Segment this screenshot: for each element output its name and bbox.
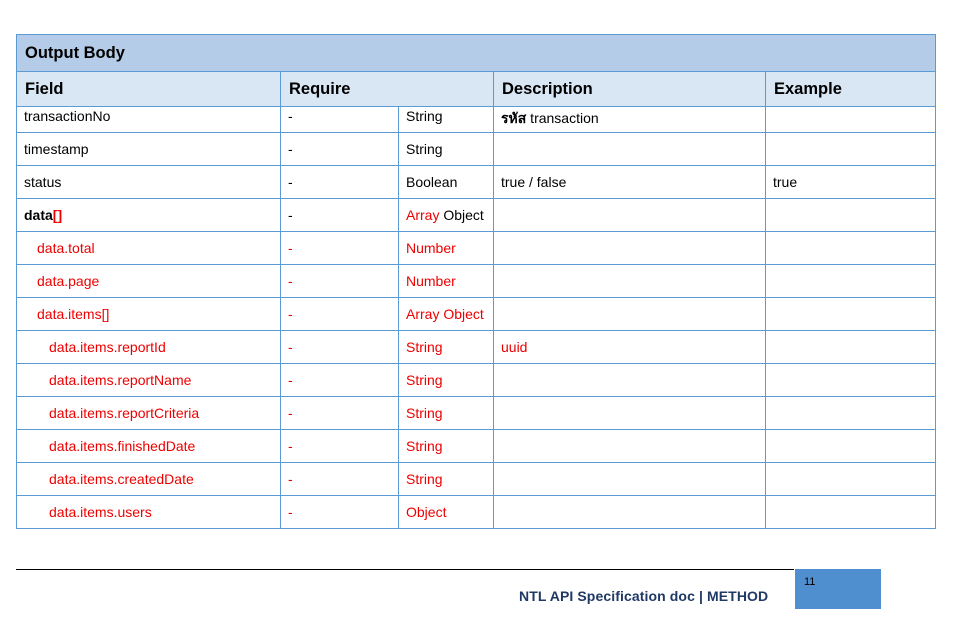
table-title-row [17,35,936,72]
require-cell: - [281,166,399,199]
example-cell [766,232,936,265]
footer-doc-title: NTL API Specification doc | METHOD [519,588,769,604]
type-cell: String [399,463,494,496]
field-cell: data.items.finishedDate [17,430,281,463]
type-cell: Object [399,496,494,529]
field-cell: data.total [17,232,281,265]
table-row [17,397,936,430]
type-cell: Number [399,265,494,298]
table-row [17,166,936,199]
description-cell [494,430,766,463]
description-cell [494,397,766,430]
table-title: Output Body [17,35,936,72]
require-cell: - [281,199,399,232]
table-row [17,107,936,133]
require-cell: - [281,496,399,529]
example-cell [766,364,936,397]
example-cell [766,463,936,496]
header-require: Require [281,72,494,107]
require-cell: - [281,298,399,331]
description-cell: uuid [494,331,766,364]
field-main: data [24,207,53,223]
type-cell [399,199,494,232]
table-header-row [17,72,936,107]
header-example: Example [766,72,936,107]
require-cell: - [281,430,399,463]
page-number: 11 [804,576,816,588]
header-field: Field [17,72,281,107]
type-cell: String [399,331,494,364]
description-cell [494,265,766,298]
description-text: transaction [526,110,599,126]
type-cell: String [399,133,494,166]
type-cell: String [399,364,494,397]
type-prefix: Array [406,207,440,223]
example-cell [766,298,936,331]
field-cell: data.items.createdDate [17,463,281,496]
description-cell [494,199,766,232]
type-cell: String [399,107,494,133]
field-cell: data.items.reportId [17,331,281,364]
footer-divider [16,569,794,570]
require-cell: - [281,265,399,298]
description-prefix: รหัส [501,110,527,126]
header-description: Description [494,72,766,107]
description-cell [494,107,766,133]
field-suffix: [] [52,207,63,223]
description-cell: true / false [494,166,766,199]
table-row [17,298,936,331]
description-cell [494,133,766,166]
field-cell: data.page [17,265,281,298]
example-cell [766,496,936,529]
type-cell: Array Object [399,298,494,331]
table-row [17,430,936,463]
require-cell: - [281,331,399,364]
description-cell [494,232,766,265]
table-row [17,496,936,529]
description-cell [494,298,766,331]
page-number-box [795,569,881,609]
type-cell: String [399,430,494,463]
description-cell [494,364,766,397]
example-cell [766,107,936,133]
require-cell: - [281,232,399,265]
field-cell: data.items.reportCriteria [17,397,281,430]
require-cell: - [281,133,399,166]
example-cell [766,265,936,298]
require-cell: - [281,397,399,430]
example-cell [766,430,936,463]
example-cell: true [766,166,936,199]
field-cell [17,199,281,232]
field-cell: transactionNo [17,107,281,133]
example-cell [766,397,936,430]
table-row [17,331,936,364]
table-row [17,265,936,298]
require-cell: - [281,463,399,496]
output-body-table [16,34,936,529]
example-cell [766,199,936,232]
field-cell: data.items.users [17,496,281,529]
table-row [17,133,936,166]
field-cell: timestamp [17,133,281,166]
description-cell [494,463,766,496]
example-cell [766,331,936,364]
require-cell: - [281,107,399,133]
table-row [17,463,936,496]
field-cell: data.items[] [17,298,281,331]
type-suffix: Object [439,207,484,223]
description-cell [494,496,766,529]
example-cell [766,133,936,166]
table-row [17,199,936,232]
field-cell: status [17,166,281,199]
type-cell: Number [399,232,494,265]
table-row [17,232,936,265]
type-cell: Boolean [399,166,494,199]
type-cell: String [399,397,494,430]
require-cell: - [281,364,399,397]
table-row [17,364,936,397]
field-cell: data.items.reportName [17,364,281,397]
